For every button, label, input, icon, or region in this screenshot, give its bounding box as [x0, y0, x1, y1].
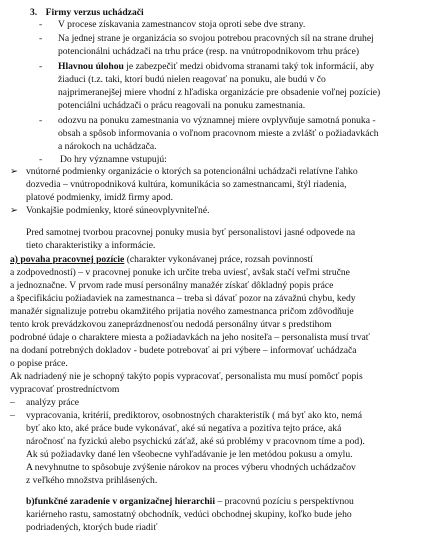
analysis-line: A nevyhnutne to spôsobuje zvýšenie nárokov na proces výberu vhodných uchádzačov — [26, 462, 356, 473]
section-a-line: a špecifikáciu požiadaviek na zamestnanca – treba si dávať pozor na závažnú chybu, kedy — [10, 293, 356, 304]
section-a-line: manažér signalizuje potrebu okamžitého prijatia nového zamestnanca pričom zdôvodňuje — [10, 306, 354, 317]
bold-lead: Hlavnou úlohou — [58, 61, 124, 72]
section-a-line: na dodaní potrebných dokladov - budete potrebovať ai pri výbere – informovať uchádzača — [10, 345, 357, 356]
section-a-label: a) povaha pracovnej pozície — [10, 254, 125, 265]
intro-item-line: a nárokoch na uchádzača. — [58, 141, 157, 152]
section-heading — [30, 7, 144, 20]
intro-item-marker: - — [39, 19, 43, 30]
section-b-line: kariérneho rastu, samostatný obchodník, vedúci obchodnej skupiny, koľko bude jeho — [26, 509, 352, 520]
intro-item-line: Do hry významne vstupujú: — [60, 154, 167, 165]
section-a-line: vypracovať prostredníctvom — [10, 384, 120, 395]
intro-item-line: V procese získavania zamestnancov stoja oproti sebe dve strany. — [58, 19, 306, 30]
preface-line: tieto charakteristiky a informácie. — [26, 240, 156, 251]
intro-item-line: najprimeranejšej miere vhodní z hľadiska organizácie pre obsadenie voľnej pozície) — [58, 87, 381, 98]
section-a-line: a zodpovedností) – v pracovnej ponuke ich určite treba uviesť, avšak stačí veľmi stručne — [10, 267, 350, 278]
influence-line: dozvedia – vnútropodniková kultúra, komunikácia so zamestnancami, štýl riadenia, — [26, 179, 347, 190]
section-a-line: o popise práce. — [10, 358, 68, 369]
intro-item-line: odozvu na ponuku zamestnania vo významnej miere ovplyvňuje samotná ponuka - — [58, 115, 376, 126]
intro-item-line: Hlavnou úlohou je zabezpečiť medzi obidvoma stranami taký tok informácií, aby — [58, 61, 375, 72]
heading-number: 3. — [30, 7, 38, 18]
intro-item-marker: - — [39, 115, 43, 126]
section-a-line: podrobné údaje o charaktere miesta a požiadavkách na jeho nositeľa – personalista musí trvať — [10, 332, 370, 343]
influence-line: vnútorné podmienky organizácie o ktorých sa potencionálni uchádzači relatívne ľahko — [26, 166, 358, 177]
intro-item-line: potencionálni uchádzači na trhu práce (resp. na vnútropodnikovom trhu práce) — [58, 46, 360, 57]
analysis-line: vypracovania, kritérií, prediktorov, osobnostných charakteristík ( má byť ako kto, nemá — [26, 410, 362, 421]
analysis-line: byť ako kto, aké práce bude vykonávať, aké sú negatíva a pozitíva tejto práce, aká — [26, 423, 342, 434]
arrow-bullet-icon: ➢ — [10, 205, 19, 216]
intro-item-marker: - — [39, 154, 43, 165]
influence-line: Vonkajšie podmienky, ktoré súneovplyvniteľné. — [26, 205, 210, 216]
intro-item-marker: - — [39, 33, 43, 44]
section-a-line — [10, 254, 313, 267]
influence-line: platové podmienky, imidž firmy apod. — [26, 192, 173, 203]
section-a-line: a jednoznačne. V prvom rade musí personálny manažér získať dôkladný popis práce — [10, 280, 334, 291]
intro-item-line: žiaduci (t.z. taki, ktorí budú nielen reagovať na ponuku, ale budú v čo — [58, 74, 326, 85]
analysis-line: analýzy práce — [26, 397, 79, 408]
section-a-text: (charakter vykonávanej práce, rozsah povinností — [126, 254, 313, 265]
dash-marker: – — [10, 397, 15, 408]
analysis-line: náročnosť na fyzickú alebo psychickú záťaž, aké sú problémy v pracovnom tíme a pod). — [26, 436, 365, 447]
analysis-line: z veľkého množstva prihlásených. — [26, 475, 158, 486]
dash-marker: – — [10, 410, 15, 421]
intro-item-line: potenciálni uchádzači o prácu reagovali na ponuku zamestnania. — [58, 100, 306, 111]
intro-item-line: Na jednej strane je organizácia so svojou potrebou pracovných síl na strane druhej — [58, 33, 374, 44]
arrow-bullet-icon: ➢ — [10, 166, 19, 177]
section-b-line — [26, 496, 354, 509]
section-b-label: b)funkčné zaradenie v organizačnej hierarchii — [26, 496, 216, 507]
preface-line: Pred samotnej tvorbou pracovnej ponuky musia byť personalistovi jasné odpovede na — [26, 227, 356, 238]
section-a-line: Ak nadriadený nie je schopný takýto popis vypracovať, personalista mu musí pomôcť popis — [10, 371, 363, 382]
section-a-line: tento krok prevádzkovou zaneprázdnenosťou nedodá personálny útvar s predstihom — [10, 319, 332, 330]
intro-item-line: obsah a spôsob informovania o voľnom pracovnom mieste a zvlášť o požiadavkách — [58, 128, 379, 139]
intro-item-marker: - — [39, 61, 43, 72]
section-b-line: podriadených, ktorých bude riadiť — [26, 522, 158, 533]
analysis-line: Ak sú požiadavky dané len všeobecne vyhľadávanie je len metódou pokusu a omylu. — [26, 449, 353, 460]
heading-title: Firmy verzus uchádzači — [45, 7, 144, 18]
section-b-text: – pracovnú pozíciu s perspektívnou — [217, 496, 354, 507]
